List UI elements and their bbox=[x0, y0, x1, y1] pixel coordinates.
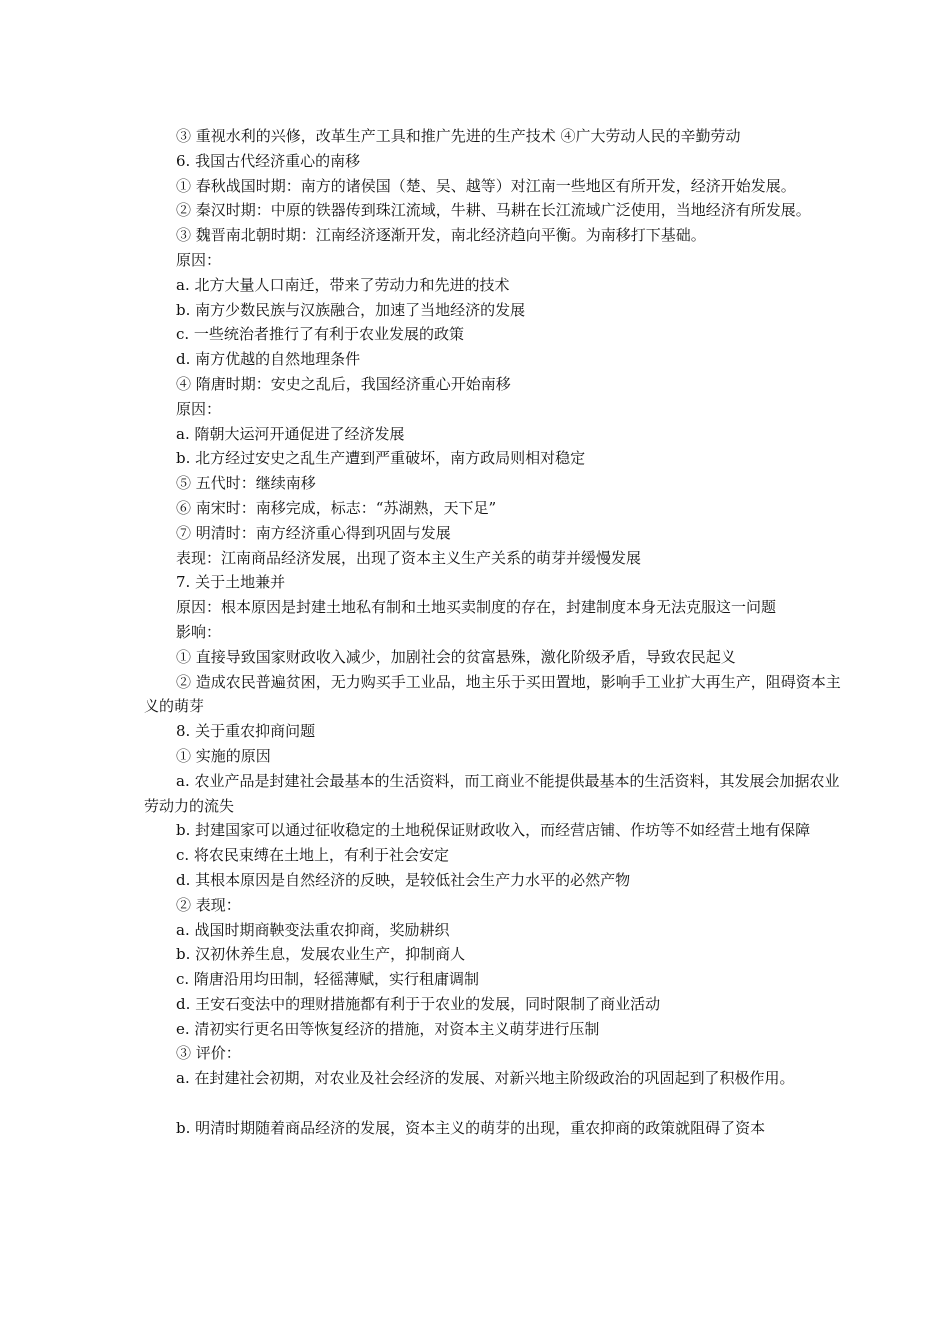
text-line: e. 清初实行更名田等恢复经济的措施，对资本主义萌芽进行压制 bbox=[176, 1019, 600, 1038]
text-line: d. 其根本原因是自然经济的反映，是较低社会生产力水平的必然产物 bbox=[176, 870, 631, 889]
text-line: ⑥ 南宋时：南移完成，标志：“苏湖熟，天下足” bbox=[176, 498, 497, 517]
text-line: ④ 隋唐时期：安史之乱后，我国经济重心开始南移 bbox=[176, 374, 511, 393]
document-body bbox=[144, 124, 844, 1141]
text-line: b. 南方少数民族与汉族融合，加速了当地经济的发展 bbox=[176, 300, 526, 319]
text-line: 影响： bbox=[176, 622, 222, 641]
section-heading: 7. 关于土地兼并 bbox=[176, 573, 286, 592]
text-line: a. 隋朝大运河开通促进了经济发展 bbox=[176, 424, 405, 443]
text-line: ③ 魏晋南北朝时期：江南经济逐渐开发，南北经济趋向平衡。为南移打下基础。 bbox=[176, 226, 706, 245]
text-line: a. 农业产品是封建社会最基本的生活资料，而工商业不能提供最基本的生活资料，其发展会加据农业劳动力的流失 bbox=[144, 771, 840, 815]
text-line: ① 实施的原因 bbox=[176, 746, 271, 765]
text-line: b. 明清时期随着商品经济的发展，资本主义的萌芽的出现，重农抑商的政策就阻碍了资本 bbox=[176, 1118, 766, 1137]
text-line: d. 南方优越的自然地理条件 bbox=[176, 350, 361, 369]
text-line: ② 表现： bbox=[176, 895, 241, 914]
text-line: ⑤ 五代时：继续南移 bbox=[176, 474, 316, 493]
section-heading: 8. 关于重农抑商问题 bbox=[176, 722, 316, 741]
text-line: d. 王安石变法中的理财措施都有利于于农业的发展，同时限制了商业活动 bbox=[176, 994, 661, 1013]
text-line: b. 封建国家可以通过征收稳定的土地税保证财政收入，而经营店铺、作坊等不如经营土地有保障 bbox=[176, 821, 811, 840]
text-line: ② 造成农民普遍贫困，无力购买手工业品，地主乐于买田置地，影响手工业扩大再生产，阻碍资本主义的萌芽 bbox=[144, 672, 841, 716]
text-line: ③ 评价： bbox=[176, 1044, 241, 1063]
text-line: c. 一些统治者推行了有利于农业发展的政策 bbox=[176, 325, 464, 344]
text-line: b. 北方经过安史之乱生产遭到严重破坏，南方政局则相对稳定 bbox=[176, 449, 586, 468]
text-line: a. 北方大量人口南迁，带来了劳动力和先进的技术 bbox=[176, 275, 510, 294]
text-line: a. 在封建社会初期，对农业及社会经济的发展、对新兴地主阶级政治的巩固起到了积极作用。 bbox=[176, 1069, 795, 1088]
text-line: ① 直接导致国家财政收入减少，加剧社会的贫富悬殊，激化阶级矛盾，导致农民起义 bbox=[176, 647, 736, 666]
text-line: ② 秦汉时期：中原的铁器传到珠江流域，牛耕、马耕在长江流域广泛使用，当地经济有所发展。 bbox=[176, 201, 811, 220]
text-line: a. 战国时期商鞅变法重农抑商，奖励耕织 bbox=[176, 920, 450, 939]
text-line: c. 将农民束缚在土地上，有利于社会安定 bbox=[176, 846, 449, 865]
text-line: 原因： bbox=[176, 399, 222, 418]
section-heading: 6. 我国古代经济重心的南移 bbox=[176, 151, 361, 170]
text-line: 原因： bbox=[176, 250, 222, 269]
text-line: ① 春秋战国时期：南方的诸侯国（楚、吴、越等）对江南一些地区有所开发，经济开始发展。 bbox=[176, 176, 796, 195]
text-line: c. 隋唐沿用均田制，轻徭薄赋，实行租庸调制 bbox=[176, 970, 479, 989]
text-line: 原因：根本原因是封建土地私有制和土地买卖制度的存在，封建制度本身无法克服这一问题 bbox=[176, 598, 777, 617]
text-line: ③ 重视水利的兴修，改革生产工具和推广先进的生产技术 ④广大劳动人民的辛勤劳动 bbox=[176, 127, 741, 145]
text-line: ⑦ 明清时：南方经济重心得到巩固与发展 bbox=[176, 523, 451, 542]
blank-line bbox=[144, 1091, 844, 1116]
text-line: b. 汉初休养生息，发展农业生产，抑制商人 bbox=[176, 945, 466, 964]
text-line: 表现：江南商品经济发展，出现了资本主义生产关系的萌芽并缓慢发展 bbox=[176, 548, 642, 567]
